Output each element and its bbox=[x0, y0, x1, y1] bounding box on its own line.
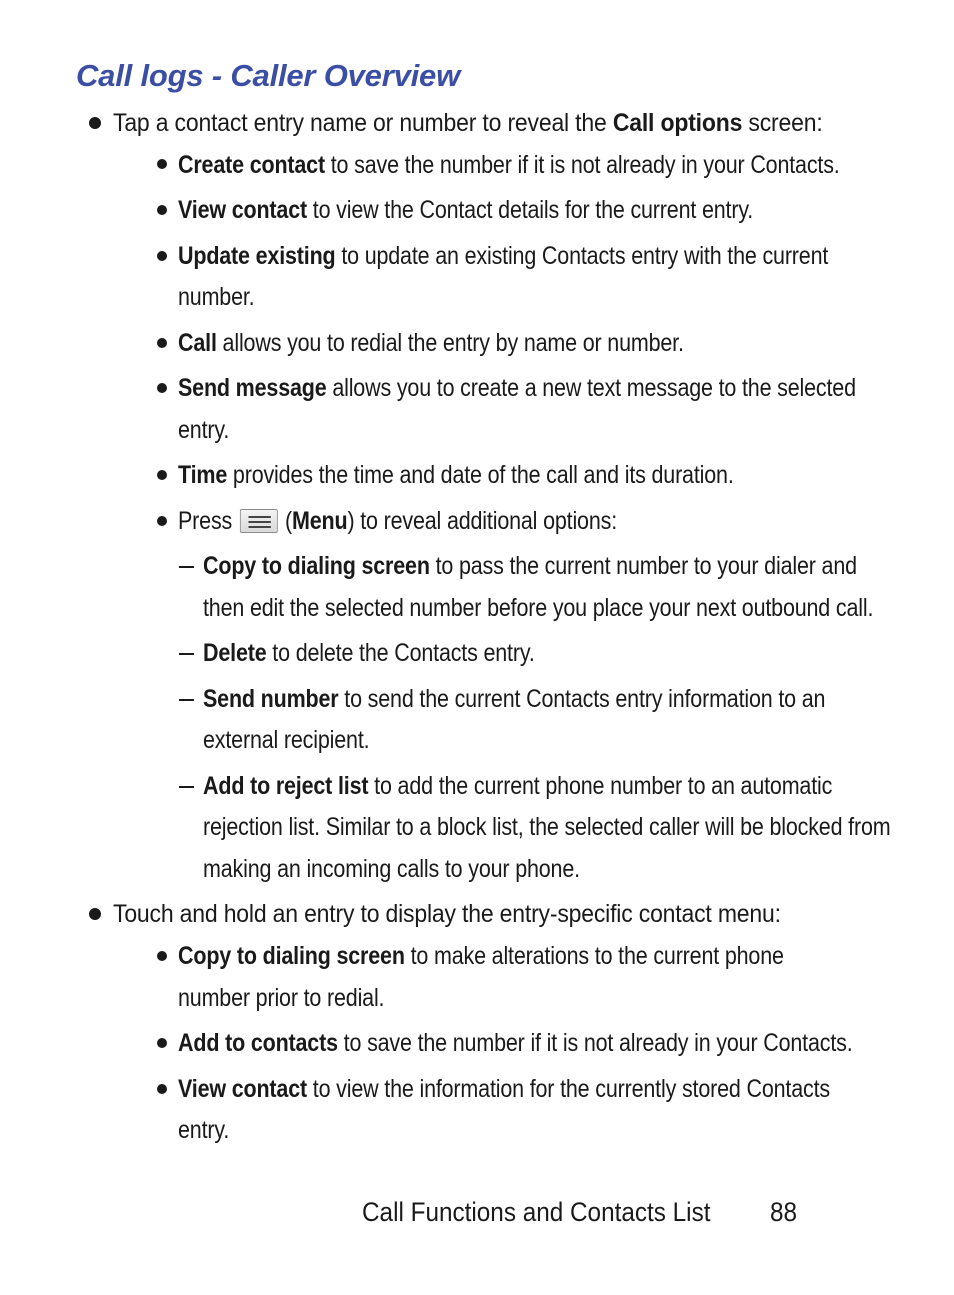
footer-page-number: 88 bbox=[770, 1197, 798, 1227]
call-options-term: Call options bbox=[612, 109, 743, 137]
subitem-delete: Delete to delete the Contacts entry. bbox=[203, 639, 535, 667]
list-item-view-contact: View contact to view the Contact details for the current entry. bbox=[178, 196, 754, 224]
subitem-continuation: external recipient. bbox=[203, 726, 370, 754]
bullet bbox=[157, 251, 167, 261]
subitem-continuation: then edit the selected number before you place your next outbound call. bbox=[203, 594, 874, 622]
list-item-continuation: entry. bbox=[178, 416, 230, 444]
list-item-add-to-contacts: Add to contacts to save the number if it is not already in your Contacts. bbox=[178, 1029, 853, 1057]
section-heading: Call logs - Caller Overview bbox=[76, 58, 460, 93]
bullet bbox=[157, 470, 167, 480]
section2-lead: Touch and hold an entry to display the entry-specific contact menu: bbox=[113, 900, 781, 928]
subitem-copy-to-dialing-screen: Copy to dialing screen to pass the current number to your dialer and bbox=[203, 552, 857, 580]
list-item-update-existing: Update existing to update an existing Contacts entry with the current bbox=[178, 242, 829, 270]
bullet bbox=[157, 159, 167, 169]
list-item-create-contact: Create contact to save the number if it is not already in your Contacts. bbox=[178, 151, 840, 179]
subitem-add-to-reject-list: Add to reject list to add the current phone number to an automatic bbox=[203, 772, 833, 800]
bullet bbox=[157, 383, 167, 393]
bullet bbox=[89, 117, 101, 129]
bullet bbox=[157, 1038, 167, 1048]
dash-marker bbox=[179, 699, 194, 701]
section1-lead: Tap a contact entry name or number to reveal the Call options screen: bbox=[113, 109, 823, 137]
subitem-send-number: Send number to send the current Contacts entry information to an bbox=[203, 685, 826, 713]
list-item-send-message: Send message allows you to create a new text message to the selected bbox=[178, 374, 856, 402]
list-item-call: Call allows you to redial the entry by name or number. bbox=[178, 329, 684, 357]
list-item-continuation: number. bbox=[178, 283, 255, 311]
bullet bbox=[157, 951, 167, 961]
footer-chapter-title: Call Functions and Contacts List bbox=[362, 1197, 711, 1227]
list-item-copy-to-dialing-screen: Copy to dialing screen to make alterations to the current phone bbox=[178, 942, 784, 970]
dash-marker bbox=[179, 653, 194, 655]
dash-marker bbox=[179, 786, 194, 788]
bullet bbox=[157, 338, 167, 348]
list-item-view-contact-2: View contact to view the information for the currently stored Contacts bbox=[178, 1075, 830, 1103]
dash-marker bbox=[179, 566, 194, 568]
list-item-time: Time provides the time and date of the call and its duration. bbox=[178, 461, 734, 489]
bullet bbox=[89, 908, 101, 920]
list-item-press-menu: Press (Menu) to reveal additional options: bbox=[178, 507, 618, 535]
list-item-continuation: number prior to redial. bbox=[178, 984, 385, 1012]
bullet bbox=[157, 1084, 167, 1094]
list-item-continuation: entry. bbox=[178, 1116, 230, 1144]
subitem-continuation: rejection list. Similar to a block list, the selected caller will be blocked from bbox=[203, 813, 891, 841]
bullet bbox=[157, 205, 167, 215]
menu-key-icon bbox=[240, 509, 278, 533]
subitem-continuation: making an incoming calls to your phone. bbox=[203, 855, 580, 883]
bullet bbox=[157, 516, 167, 526]
